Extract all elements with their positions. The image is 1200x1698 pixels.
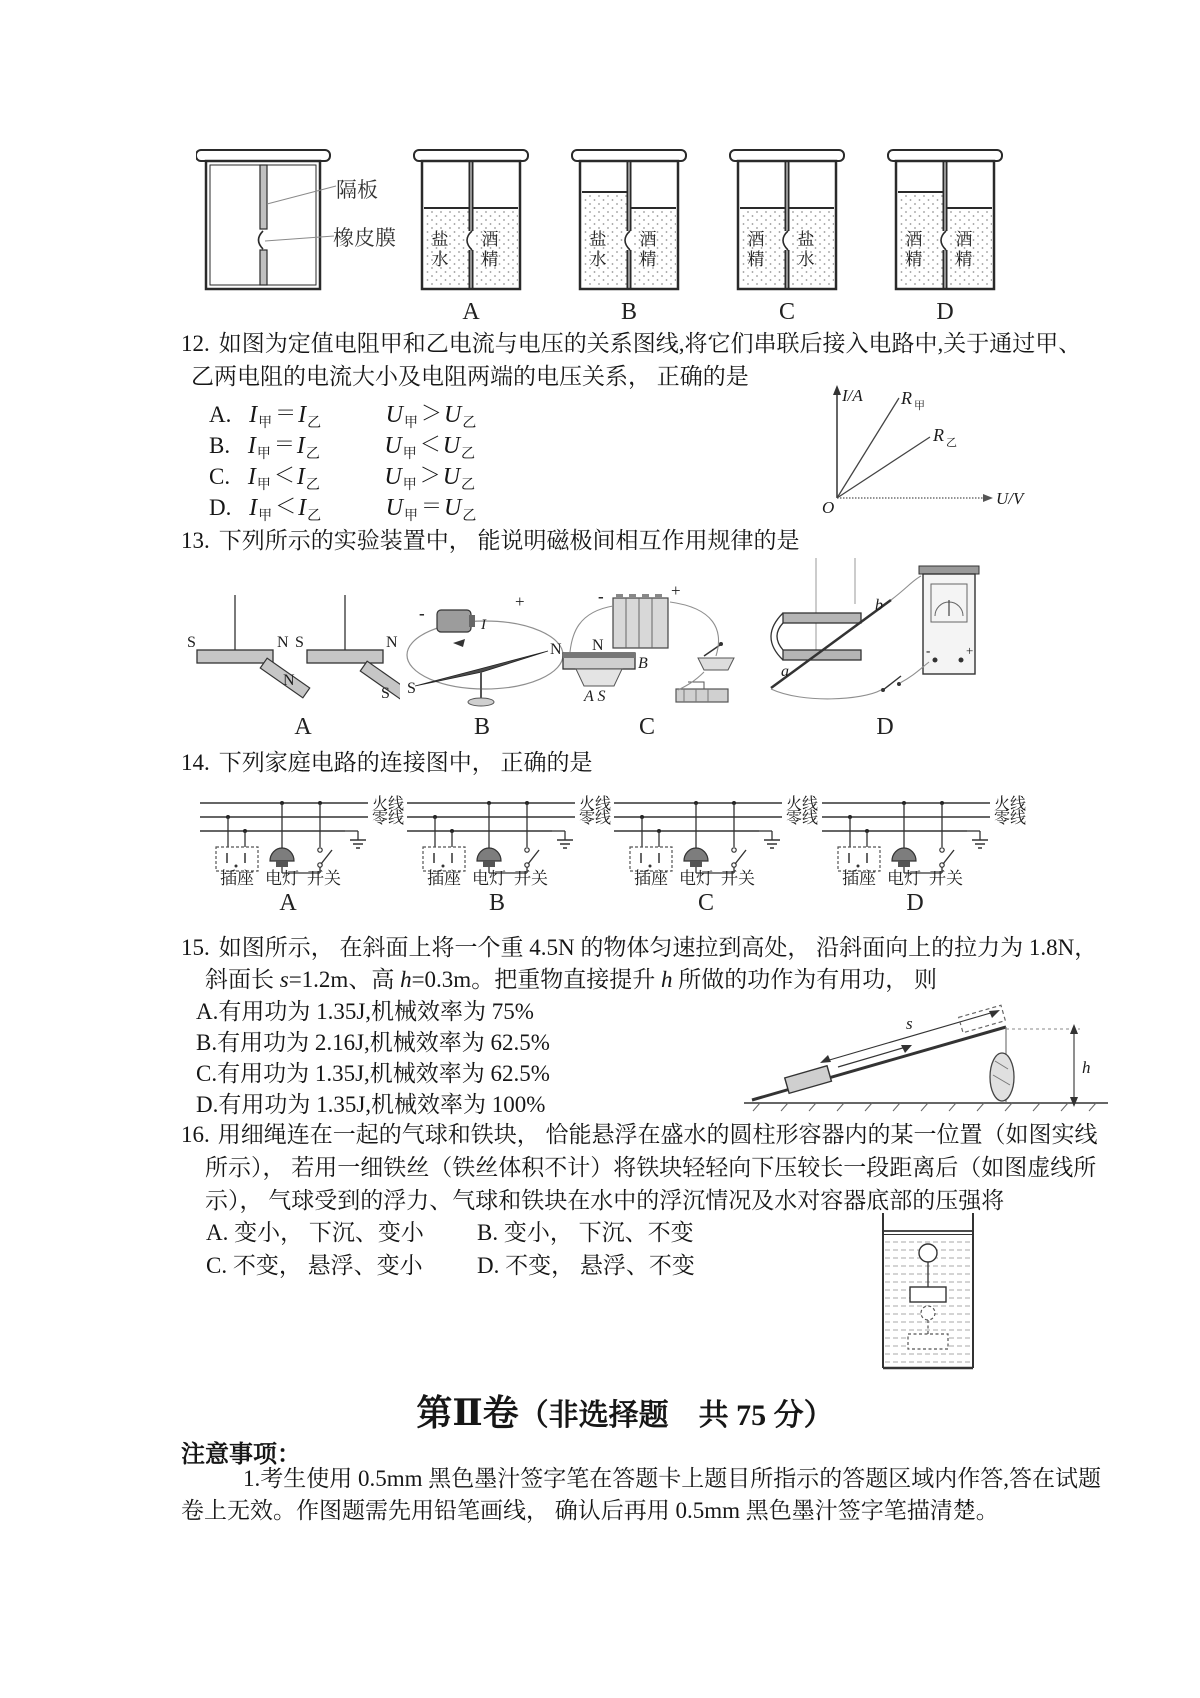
lamp (270, 848, 294, 861)
switch (528, 850, 539, 864)
socket (630, 847, 672, 871)
switch-label: 开关 (514, 869, 548, 887)
magnet-pole-label: N (386, 634, 398, 651)
q15-number: 15. (181, 935, 210, 960)
r1-label: R (901, 388, 912, 408)
beaker-D-left-liquid-label: 酒精 (902, 230, 922, 270)
q14-caption-C: C (697, 890, 714, 916)
iron-block-dashed (908, 1334, 948, 1349)
section2-title (140, 1385, 1110, 1436)
beaker-caption-C: C (778, 299, 795, 325)
figure-inclined-plane (740, 1003, 1112, 1115)
magnet-pole-label: N (283, 672, 295, 689)
y-axis-label: I/A (842, 386, 863, 405)
q16-line3: 示）， 气球受到的浮力、气球和铁块在水中的浮沉情况及水对容器底部的压强将 (205, 1188, 1005, 1213)
socket-label: 插座 (634, 869, 668, 887)
roller (990, 1053, 1014, 1101)
q12-number: 12. (181, 331, 210, 356)
q13-line: 13. 下列所示的实验装置中， 能说明磁极间相互作用规律的是 (181, 528, 800, 553)
beaker-C-right-liquid-label: 盐水 (794, 230, 814, 270)
battery-minus: - (419, 604, 425, 623)
balloon-solid (919, 1244, 937, 1262)
neutral-wire-label: 零线 (786, 810, 819, 827)
section2-title-main: 第Ⅱ卷 (416, 1393, 519, 1433)
beaker-C-left-liquid-label: 酒精 (744, 230, 764, 270)
block-on-incline (785, 1066, 832, 1094)
socket-label: 插座 (427, 869, 461, 887)
live-wire-label: 火线 (579, 796, 612, 813)
figure-q13-A-hanging-magnets (185, 593, 400, 718)
section2-title-paren: （非选择题 共 75 分） (518, 1399, 834, 1432)
q12-option-a: A. $I_甲 =I_乙$ $U_甲 >U_乙$ (209, 401, 477, 431)
figure-q14-circuit-A (200, 795, 410, 887)
h-label: h (1082, 1058, 1091, 1077)
figure-balloon-container (878, 1213, 978, 1371)
lamp (684, 848, 708, 861)
r2-label: R (933, 425, 944, 445)
switch-label: 开关 (307, 869, 341, 887)
x-axis-label: U/V (996, 489, 1024, 508)
magnet-pole-label: N (277, 634, 289, 651)
q16-option-b: B. 变小， 下沉、不变 (477, 1220, 694, 1245)
magnet-support (576, 669, 622, 686)
r2-sub: 乙 (946, 437, 957, 449)
q15-option-b: B.有用功为 2.16J,机械效率为 62.5% (196, 1030, 550, 1055)
beaker-A-left-liquid-label: 盐水 (428, 230, 448, 270)
fig-c-AS-label: A S (584, 688, 606, 705)
needle-N: N (550, 641, 562, 658)
q14-number: 14. (181, 750, 210, 775)
q15-option-d: D.有用功为 1.35J,机械效率为 100% (196, 1092, 546, 1117)
figure-iu-graph (800, 382, 1050, 517)
switch-label: 开关 (721, 869, 755, 887)
figure-q13-C-battery-magnet (558, 586, 748, 714)
q15-option-a: A.有用功为 1.35J,机械效率为 75% (196, 999, 534, 1024)
q15-line2: 斜面长 s=1.2m、高 h=0.3m。把重物直接提升 h 所做的功作为有用功， 则 (205, 967, 937, 992)
pack-minus: - (598, 587, 604, 606)
beaker-caption-D: D (936, 299, 954, 325)
live-wire-label: 火线 (786, 796, 819, 813)
figure-q14-circuit-B (407, 795, 617, 887)
socket-label: 插座 (842, 869, 876, 887)
beaker-caption-A: A (462, 299, 480, 325)
origin-label: O (822, 498, 835, 517)
magnet-B: B (638, 655, 648, 672)
current-label: I (481, 617, 486, 633)
iron-block-solid (910, 1287, 946, 1302)
switch-base (698, 658, 734, 670)
rod-end-b: b (875, 597, 883, 614)
figure-q13-B-coil-compass (403, 593, 571, 711)
switch (943, 850, 954, 864)
rod-end-a: a (781, 663, 789, 680)
notes-heading: 注意事项： (181, 1442, 301, 1468)
q16-line1: 16. 用细绳连在一起的气球和铁块， 恰能悬浮在盛水的圆柱形容器内的某一位置（如图实线 (181, 1122, 1098, 1147)
notes-line1: 1.考生使用 0.5mm 黑色墨汁签字笔在答题卡上题目所指示的答题区域内作答,答在试题 (243, 1466, 1102, 1491)
notes-line2: 卷上无效。作图题需先用铅笔画线， 确认后再用 0.5mm 黑色墨汁签字笔描清楚。 (181, 1498, 999, 1523)
figure-q14-circuit-D (822, 795, 1032, 887)
beaker-caption-B: B (620, 299, 637, 325)
q15-option-c: C.有用功为 1.35J,机械效率为 62.5% (196, 1061, 550, 1086)
y-axis-arrow (833, 385, 841, 395)
switch (735, 850, 746, 864)
figure-beaker-C (728, 146, 846, 304)
live-wire-label: 火线 (372, 796, 405, 813)
line-R-jia (837, 398, 899, 498)
needle-S: S (407, 680, 416, 697)
q14-caption-A: A (279, 890, 297, 916)
q12-option-c: C. $I_甲 <I_乙$ $U_甲 >U_乙$ (209, 463, 476, 493)
svg-text:+: + (966, 643, 974, 658)
beaker-D-right-liquid-label: 酒精 (952, 230, 972, 270)
horseshoe-top-arm (783, 613, 861, 623)
beaker-B-right-liquid-label: 酒精 (636, 230, 656, 270)
socket (838, 847, 880, 871)
current-arrow (453, 639, 465, 647)
label-membrane: 橡皮膜 (333, 226, 396, 250)
q13-caption-B: B (473, 714, 490, 740)
q16-line2: 所示）， 若用一细铁丝（铁丝体积不计）将铁块轻轻向下压较长一段距离后（如图虚线所 (205, 1155, 1097, 1180)
q14-caption-D: D (906, 890, 924, 916)
q12-option-b: B. $I_甲 =I_乙$ $U_甲 <U_乙$ (209, 432, 476, 462)
lamp-label: 电灯 (265, 869, 299, 887)
figure-beaker-reference (196, 146, 346, 304)
balloon-dashed (921, 1306, 935, 1320)
magnet-pole-label: S (187, 634, 196, 651)
neutral-wire-label: 零线 (994, 810, 1027, 827)
q13-caption-A: A (294, 714, 312, 740)
magnet-N: N (592, 637, 604, 654)
label-partition: 隔板 (336, 178, 378, 202)
figure-beaker-A (412, 146, 530, 304)
q12-option-d: D. $I_甲 <I_乙$ $U_甲 =U_乙$ (209, 494, 477, 524)
beaker-A-right-liquid-label: 酒精 (478, 230, 498, 270)
q16-option-d: D. 不变， 悬浮、不变 (477, 1253, 695, 1278)
battery-plus: + (515, 593, 525, 611)
neutral-wire-label: 零线 (579, 810, 612, 827)
q13-caption-C: C (638, 714, 655, 740)
switch-label: 开关 (929, 869, 963, 887)
figure-q14-circuit-C (614, 795, 824, 887)
battery-pack (613, 598, 668, 648)
q15-line1: 15. 如图所示， 在斜面上将一个重 4.5N 的物体匀速拉到高处， 沿斜面向上的拉力为 1.8N， (181, 935, 1098, 960)
q14-line: 14. 下列家庭电路的连接图中， 正确的是 (181, 750, 593, 775)
s-label: s (906, 1014, 913, 1033)
pack-plus: + (671, 586, 681, 600)
live-wire-label: 火线 (994, 796, 1027, 813)
neutral-wire-label: 零线 (372, 810, 405, 827)
lamp-label: 电灯 (887, 869, 921, 887)
q14-caption-B: B (488, 890, 505, 916)
q12-line2: 乙两电阻的电流大小及电阻两端的电压关系， 正确的是 (191, 364, 749, 389)
line-R-yi (837, 437, 930, 498)
q16-number: 16. (181, 1122, 210, 1147)
q13-caption-D: D (876, 714, 894, 740)
figure-beaker-D (886, 146, 1004, 304)
q12-line1: 12. 如图为定值电阻甲和乙电流与电压的关系图线,将它们串联后接入电路中,关于通过甲、 (181, 331, 1082, 356)
galvanometer-top (919, 566, 979, 574)
lamp-label: 电灯 (679, 869, 713, 887)
q16-option-c: C. 不变， 悬浮、变小 (206, 1253, 423, 1278)
lamp (892, 848, 916, 861)
switch (321, 850, 332, 864)
x-axis-arrow (983, 494, 993, 502)
lamp-label: 电灯 (472, 869, 506, 887)
magnet-pole-label: S (295, 634, 304, 651)
q16-option-a: A. 变小， 下沉、变小 (206, 1220, 424, 1245)
socket (423, 847, 465, 871)
figure-beaker-B (570, 146, 688, 304)
socket (216, 847, 258, 871)
socket-label: 插座 (220, 869, 254, 887)
q13-number: 13. (181, 528, 210, 553)
magnet-pole-label: S (381, 685, 390, 702)
r1-sub: 甲 (914, 400, 925, 412)
battery (437, 610, 471, 632)
figure-q13-D-horseshoe-galvanometer (763, 556, 998, 708)
lamp (477, 848, 501, 861)
beaker-B-left-liquid-label: 盐水 (586, 230, 606, 270)
svg-text:-: - (926, 643, 931, 658)
